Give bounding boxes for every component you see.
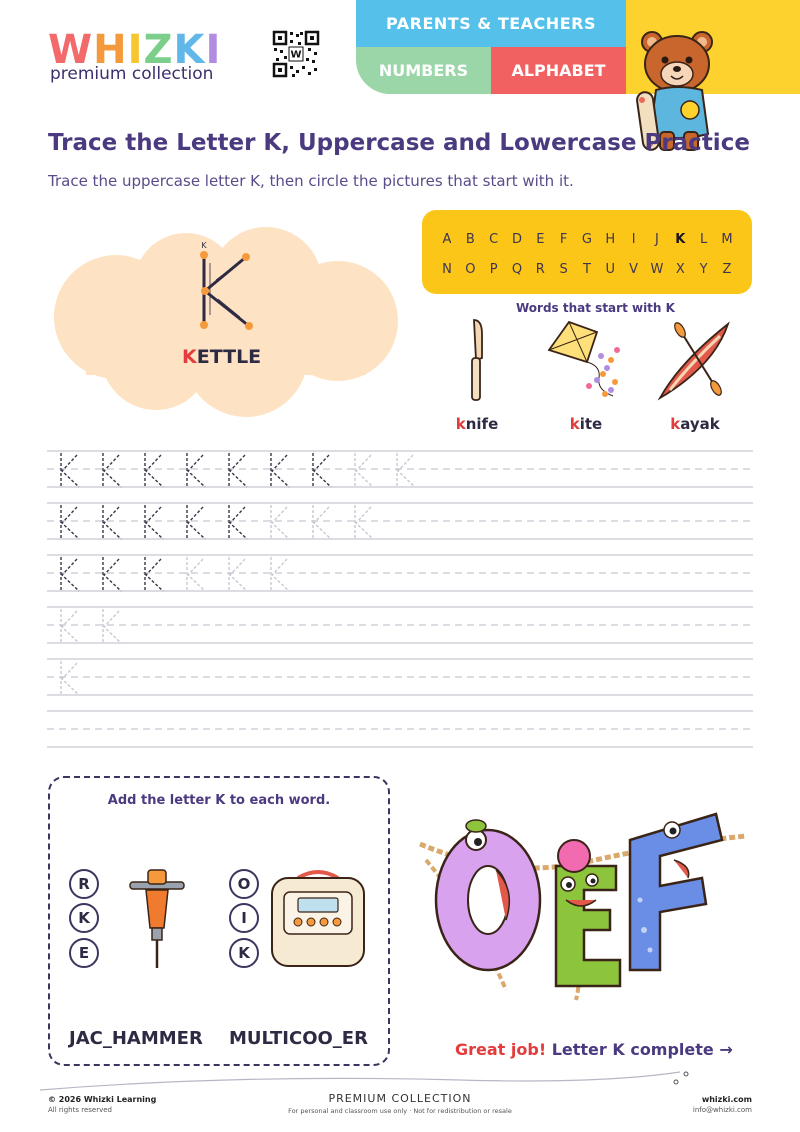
word-label-knife xyxy=(432,415,522,433)
option-circle[interactable]: E xyxy=(69,938,99,968)
letter-complete-text: Letter K complete → xyxy=(551,1040,733,1059)
trace-letter-k xyxy=(103,609,121,643)
alphabet-letter: W xyxy=(650,261,664,277)
trace-letter-k xyxy=(61,557,79,591)
footer-divider xyxy=(40,1068,760,1094)
trace-letter-k xyxy=(313,453,331,487)
alphabet-letter: J xyxy=(655,231,659,247)
alphabet-letter: H xyxy=(605,231,616,247)
word-label-kite xyxy=(541,415,631,433)
monster-letters-illustration xyxy=(416,800,756,1010)
option-circle[interactable]: K xyxy=(229,938,259,968)
trace-letter-k xyxy=(61,453,79,487)
trace-letter-k xyxy=(61,661,79,695)
trace-letter-k xyxy=(355,505,373,539)
trace-letter-k xyxy=(355,453,373,487)
alphabet-letter: Y xyxy=(699,261,708,277)
page-title: Trace the Letter K, Uppercase and Lowercase Practice xyxy=(48,130,750,156)
completion-message xyxy=(455,1040,733,1059)
alphabet-letter: K xyxy=(675,231,686,247)
trace-letter-k xyxy=(61,609,79,643)
kayak-icon xyxy=(650,316,740,404)
trace-letter-k xyxy=(103,505,121,539)
word-first-letter: k xyxy=(455,415,466,433)
activity-word-1: JAC_HAMMER xyxy=(69,1028,203,1049)
alphabet-letter: I xyxy=(631,231,636,247)
alphabet-letter: F xyxy=(559,231,568,247)
logo-letter: H xyxy=(93,27,128,73)
option-circle[interactable]: R xyxy=(69,869,99,899)
alphabet-letter: L xyxy=(699,231,708,247)
activity-heading: Add the letter K to each word. xyxy=(107,793,331,808)
tracing-area[interactable] xyxy=(47,445,753,750)
trace-letter-k xyxy=(313,505,331,539)
svg-text:W: W xyxy=(290,49,302,61)
nav-numbers[interactable]: NUMBERS xyxy=(356,47,491,94)
cloud-word-rest: ETTLE xyxy=(196,346,262,368)
letter-k-cloud xyxy=(46,225,402,417)
trace-letter-k xyxy=(187,453,205,487)
cloud-word-first-letter: K xyxy=(182,346,197,368)
alphabet-letter: R xyxy=(535,261,545,277)
alphabet-letter: O xyxy=(465,261,476,277)
word-first-letter: k xyxy=(569,415,580,433)
alphabet-letter: U xyxy=(605,261,616,277)
words-heading: Words that start with K xyxy=(516,301,675,315)
nav-parents-teachers[interactable]: PARENTS & TEACHERS xyxy=(356,0,626,47)
option-circle[interactable]: K xyxy=(69,903,99,933)
alphabet-letter: N xyxy=(442,261,452,277)
footer-copyright: © 2026 Whizki Learning xyxy=(48,1095,157,1104)
logo-letter: I xyxy=(127,27,144,73)
alphabet-box xyxy=(422,210,752,294)
cloud-letter: K xyxy=(201,241,207,250)
alphabet-letter: V xyxy=(629,261,639,277)
footer-usage: For personal and classroom use only · Not for redistribution or resale xyxy=(288,1107,512,1115)
trace-letter-k xyxy=(187,505,205,539)
alphabet-letter: Q xyxy=(511,261,523,277)
alphabet-letter: X xyxy=(675,261,685,277)
footer-site-link[interactable]: whizki.com xyxy=(701,1095,752,1104)
alphabet-letter: A xyxy=(442,231,452,247)
alphabet-letter: E xyxy=(536,231,545,247)
trace-letter-k xyxy=(187,557,205,591)
trace-letter-k xyxy=(271,505,289,539)
alphabet-letter: B xyxy=(465,231,475,247)
logo-letter: I xyxy=(205,27,222,73)
alphabet-row-1 xyxy=(434,224,740,254)
footer-collection: PREMIUM COLLECTION xyxy=(328,1092,472,1105)
word-rest: ayak xyxy=(680,415,720,433)
footer-email-link[interactable]: info@whizki.com xyxy=(692,1106,752,1114)
word-label-kayak xyxy=(650,415,740,433)
option-circle[interactable]: I xyxy=(229,903,259,933)
nav-alphabet[interactable]: ALPHABET xyxy=(491,47,626,94)
kite-icon xyxy=(541,316,631,404)
logo-letter: K xyxy=(173,27,206,73)
trace-letter-k xyxy=(271,557,289,591)
trace-letter-k xyxy=(229,505,247,539)
alphabet-letter: P xyxy=(489,261,498,277)
alphabet-letter: M xyxy=(721,231,733,247)
footer-rights: All rights reserved xyxy=(48,1106,112,1114)
trace-letter-k xyxy=(61,505,79,539)
trace-letter-k xyxy=(271,453,289,487)
logo-subtitle: premium collection xyxy=(50,64,214,84)
alphabet-row-2 xyxy=(434,254,740,284)
trace-letter-k xyxy=(229,557,247,591)
cloud-word xyxy=(182,346,261,368)
alphabet-letter: G xyxy=(581,231,592,247)
trace-letter-k xyxy=(145,453,163,487)
knife-icon xyxy=(432,316,522,404)
qr-code-icon xyxy=(272,30,320,78)
option-circle[interactable]: O xyxy=(229,869,259,899)
alphabet-letter: T xyxy=(582,261,591,277)
word-rest: nife xyxy=(465,415,499,433)
alphabet-letter: C xyxy=(489,231,499,247)
great-job-text: Great job! xyxy=(455,1040,547,1059)
jackhammer-icon xyxy=(126,866,188,970)
alphabet-letter: Z xyxy=(722,261,732,277)
logo-letter: Z xyxy=(143,27,174,73)
page-subtitle: Trace the uppercase letter K, then circle the pictures that start with it. xyxy=(48,172,574,190)
word-first-letter: k xyxy=(670,415,681,433)
alphabet-letter: S xyxy=(559,261,568,277)
alphabet-letter: D xyxy=(511,231,522,247)
trace-letter-k xyxy=(103,453,121,487)
trace-letter-k xyxy=(397,453,415,487)
multicooker-icon xyxy=(268,864,368,972)
logo-letter: W xyxy=(48,27,94,73)
trace-letter-k xyxy=(145,557,163,591)
word-rest: ite xyxy=(579,415,603,433)
trace-letter-k xyxy=(229,453,247,487)
trace-letter-k xyxy=(103,557,121,591)
trace-letter-k xyxy=(145,505,163,539)
activity-word-2: MULTICOO_ER xyxy=(229,1028,368,1049)
